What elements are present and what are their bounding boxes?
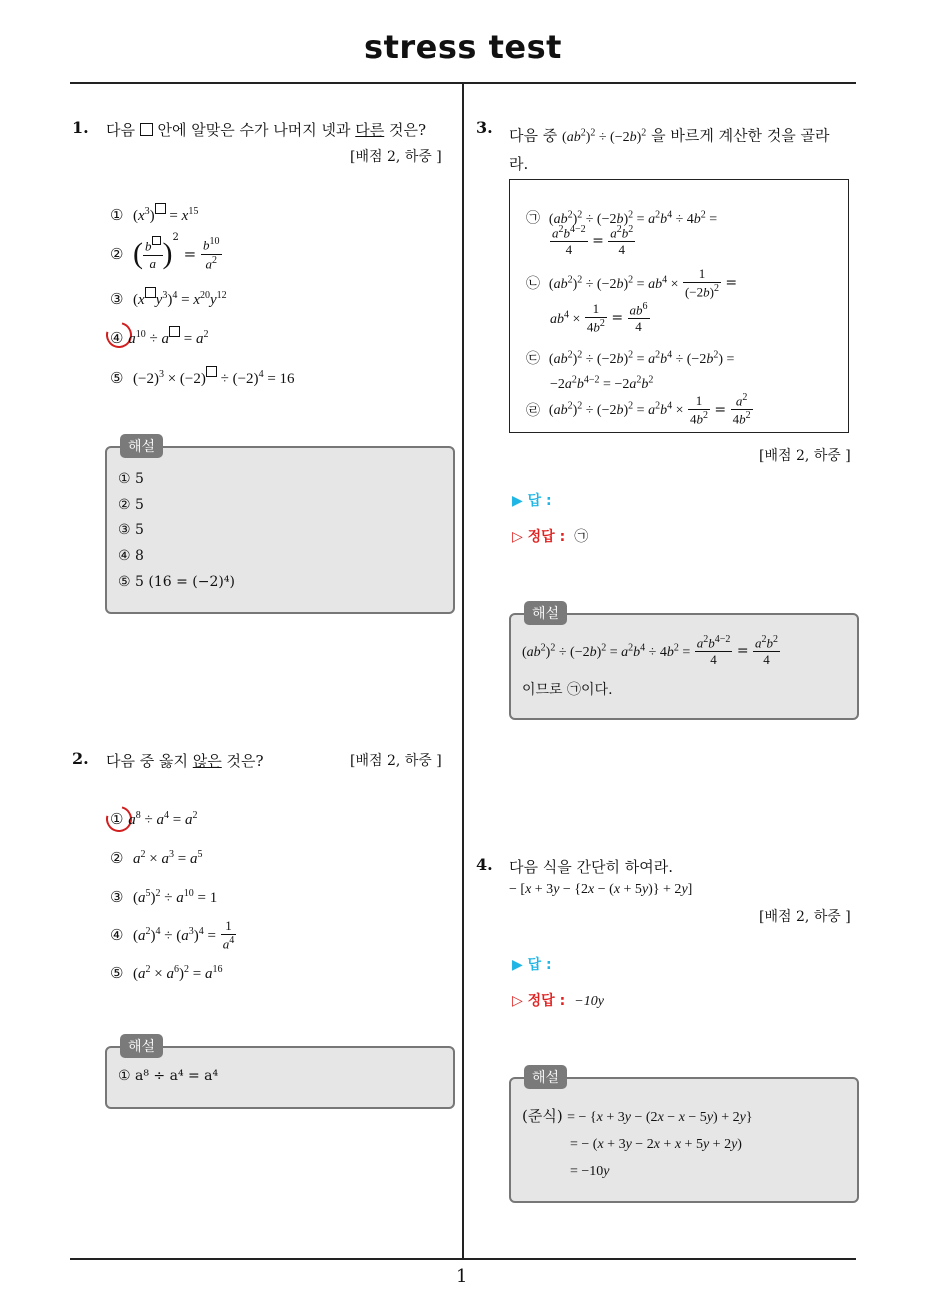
option-mark: ㉡ (526, 276, 540, 293)
column-divider (462, 83, 464, 1258)
q1-text-c: 것은? (384, 121, 427, 139)
q1-meta: [배점 2, 하중 ] (350, 149, 442, 165)
q3-solution-tag: 해설 (524, 601, 567, 625)
q2-text-c: 것은? (221, 752, 264, 770)
choice-mark: ② (110, 245, 124, 263)
q2-choice-1[interactable]: ① $a^8 \div a^4 = a^2$ (110, 810, 198, 828)
q4-solution-line-1: (준식) = − {x + 3y − (2x − x − 5y) + 2y} (522, 1107, 753, 1125)
q1-question (106, 119, 426, 140)
box-icon (140, 123, 153, 136)
q3-meta: [배점 2, 하중 ] (759, 448, 851, 464)
q3-text-c: 라. (509, 154, 529, 173)
q2-solution: ① a⁸ ÷ a⁴ = a⁴ (118, 1068, 219, 1084)
choice-mark: ① (110, 810, 124, 828)
q1-choice-1[interactable]: ① $(x^3) = x^{15}$ (110, 203, 198, 225)
q1-solution (118, 467, 235, 596)
q2-solution-tag: 해설 (120, 1034, 163, 1058)
q1-choice-5[interactable]: ⑤ $(-2)^3 \times (-2) \div (-2)^4 = 16$ (110, 366, 295, 388)
q4-answer-label: ▶ 답 : (512, 957, 552, 973)
q3-text-b: 을 바르게 계산한 것을 골라 (651, 126, 830, 145)
q1-solution-line: ② 5 (118, 496, 144, 513)
q1-text-b: 안에 알맞은 수가 나머지 넷과 (152, 121, 356, 139)
page-title: stress test (364, 28, 562, 66)
q4-solution-tag: 해설 (524, 1065, 567, 1089)
q3-correct-label: ▷ 정답 : (512, 529, 566, 545)
q1-solution-line: ④ 8 (118, 548, 144, 565)
option-mark: ㉠ (526, 210, 540, 227)
q4-solution-line-3: = −10y (570, 1164, 610, 1179)
q3-option-b[interactable]: ㉡ $(ab^2)^2 \div (-2b)^2 = ab^4$ × $\frac{1}{(-2b)^2}$ = (526, 266, 738, 300)
q1-choice-4[interactable]: ④ $a^{10} \div a = a^2$ (110, 326, 208, 348)
page-number: 1 (456, 1266, 468, 1287)
q1-solution-line: ① 5 (118, 471, 144, 487)
choice-mark: ④ (110, 926, 124, 945)
option-mark: ㉣ (526, 402, 540, 419)
q1-choice-3[interactable]: ③ (x $y^3)^4 = x^{20}y^{12}$ (110, 287, 227, 309)
q4-solution-line-2: = − (x + 3y − 2x + x + 5y + 2y) (570, 1137, 742, 1152)
q3-option-a[interactable]: ㉠ $(ab^2)^2 \div (-2b)^2 = a^2b^4 \div 4b^2$ = (526, 209, 718, 227)
q1-solution-line: ⑤ 5 (16 = (−2)⁴) (118, 573, 235, 590)
choice-mark: ② (110, 849, 124, 867)
bottom-rule (70, 1258, 856, 1260)
q3-text-a: 다음 중 (509, 126, 558, 145)
option-mark: ㉢ (526, 351, 540, 367)
q3-number: 3. (476, 118, 493, 137)
q4-meta: [배점 2, 하중 ] (759, 909, 851, 925)
q3-correct-value: ㉠ (574, 529, 589, 545)
q4-solution-prefix: (준식) (522, 1107, 563, 1125)
choice-mark: ④ (110, 329, 124, 347)
q2-text-a: 다음 중 옳지 (106, 752, 193, 770)
choice-mark: ① (110, 206, 124, 224)
q3-solution-end: 이므로 ㉠이다. (522, 682, 613, 698)
q2-text-underline: 않은 (192, 752, 222, 770)
q4-number: 4. (476, 855, 493, 874)
q3-option-c-cont: $-2a^2b^{4-2} = -2a^2b^2$ (550, 374, 654, 392)
q4-correct-label: ▷ 정답 : (512, 993, 566, 1009)
q3-option-d[interactable]: ㉣ $(ab^2)^2 \div (-2b)^2 = a^2b^4$ × $\frac{1}{4b^2}$ = $\frac{a^2}{4b^2}$ (526, 392, 751, 427)
choice-mark: ⑤ (110, 369, 124, 387)
q4-solution (522, 1103, 753, 1185)
q3-option-c[interactable]: ㉢ $(ab^2)^2 \div (-2b)^2 = a^2b^4 \div (-2b^2)$ = (526, 349, 735, 367)
choice-mark: ③ (110, 290, 124, 308)
q2-choice-2[interactable]: ② $a^2 \times a^3 = a^5$ (110, 849, 203, 867)
q1-choice-2[interactable]: ② ( $\frac{b}{a}$ )$^2$ = $\frac{b^{10}}{a^2}$ (110, 232, 220, 271)
q3-option-b-cont: $ab^4$ × $\frac{1}{4b^2}$ = $\frac{ab^6}{4}$ (550, 301, 648, 335)
q3-answer-label: ▶ 답 : (512, 493, 552, 509)
choice-mark: ⑤ (110, 964, 124, 982)
choice-mark: ③ (110, 888, 124, 906)
q4-correct-value: −10y (574, 994, 604, 1009)
q3-correct (512, 526, 588, 546)
q3-question: 다음 중 $(ab^2)^2 \div (-2b)^2$ 을 바르게 계산한 것을 골라 라. (509, 126, 830, 173)
q2-choice-3[interactable]: ③ $(a^5)^2 \div a^{10} = 1$ (110, 888, 218, 906)
q1-text-a: 다음 (106, 121, 140, 139)
q2-question (106, 750, 264, 771)
q4-question: 다음 식을 간단히 하여라. (509, 858, 673, 876)
q4-correct (512, 990, 604, 1010)
q2-choice-5[interactable]: ⑤ $(a^2 \times a^6)^2 = a^{16}$ (110, 964, 223, 982)
q3-solution-eq: $(ab^2)^2 \div (-2b)^2 = a^2b^4 \div 4b^2$ = $\frac{a^2b^{4-2}}{4}$ = $\frac{a^2b^2}{4}$ (522, 634, 778, 668)
q2-number: 2. (72, 749, 89, 768)
q1-text-underline: 다른 (355, 121, 385, 139)
q3-option-a-cont: $\frac{a^2b^{4-2}}{4}$ = $\frac{a^2b^2}{4}$ (552, 224, 634, 258)
q2-meta: [배점 2, 하중 ] (350, 753, 442, 769)
q1-solution-line: ③ 5 (118, 522, 144, 539)
q2-choice-4[interactable]: ④ $(a^2)^4 \div (a^3)^4$ = $\frac{1}{a^4}$ (110, 918, 235, 952)
q4-expression: − [x + 3y − {2x − (x + 5y)} + 2y] (509, 882, 693, 897)
q1-number: 1. (72, 118, 89, 137)
q1-solution-tag: 해설 (120, 434, 163, 458)
